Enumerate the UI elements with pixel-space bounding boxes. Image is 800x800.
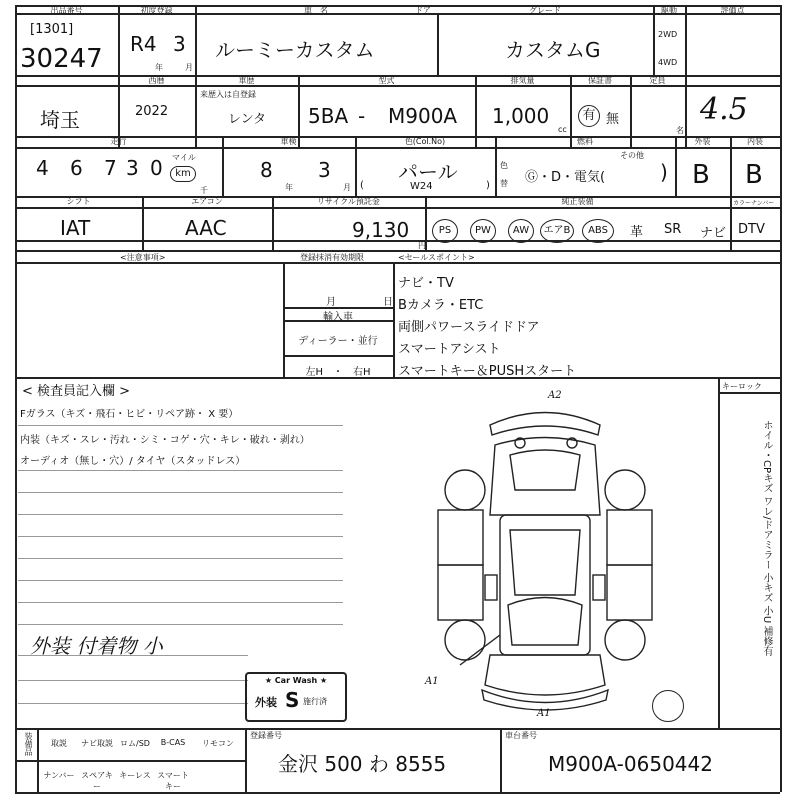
registration-number: 金沢 500 わ 8555 — [278, 752, 447, 776]
color-code-header: カラーナンバー — [733, 200, 775, 207]
fuel-other: その他 — [620, 151, 644, 160]
rear-window — [510, 450, 580, 490]
footer-item: 取説 — [51, 739, 67, 748]
color-header: 色(Col.No) — [404, 137, 446, 146]
notes-header: <注意事項> — [120, 253, 166, 262]
first-reg-header: 初度登録 — [140, 6, 173, 15]
doors-header: ドア — [415, 6, 431, 15]
drive-4wd: 4WD — [658, 58, 678, 67]
sales-point: スマートアシスト — [398, 342, 501, 357]
color-paren-open: ( — [360, 180, 364, 191]
carwash-stamp — [245, 672, 347, 722]
lot-no-header: 出品番号 — [50, 6, 83, 15]
sales-point: ナビ・TV — [398, 276, 454, 291]
inspector-line: 内装（キズ・スレ・汚れ・シミ・コゲ・穴・キレ・破れ・剥れ） — [20, 435, 310, 446]
reg-deadline-day: 日 — [383, 297, 393, 308]
capacity-unit: 名 — [676, 126, 684, 135]
footer-item: ナンバー — [43, 771, 75, 780]
inspector-header: < 検査員記入欄 > — [22, 384, 131, 399]
left-front-door — [438, 565, 483, 620]
year-value: 2022 — [135, 104, 169, 119]
color-name: パール — [398, 160, 458, 184]
equipment-item: 革 — [630, 225, 644, 240]
carwash-label: 外装 — [255, 696, 277, 709]
damage-label-a1-bottom: A1 — [537, 708, 551, 719]
shaken-month-unit: 月 — [343, 183, 351, 192]
shaken-month: 3 — [318, 158, 331, 182]
equipment-item: SR — [664, 222, 682, 237]
color-code: W24 — [410, 181, 433, 192]
door-handle — [593, 575, 605, 600]
aircon-header: エアコン — [191, 197, 223, 206]
shift-header: シフト — [66, 197, 91, 206]
fuel-options: Ⓖ・D・電気( — [525, 170, 606, 185]
right-front-door — [607, 565, 652, 620]
shift-value: IAT — [60, 216, 91, 240]
carwash-title: ★ Car Wash ★ — [264, 676, 328, 685]
model-code: M900A — [388, 104, 458, 128]
handwritten-note: 外装 付着物 小 — [30, 634, 163, 658]
wheel — [445, 620, 485, 660]
door-handle — [485, 575, 497, 600]
reg-number-label: 登録番号 — [250, 731, 282, 740]
footer-item: スペアキー — [81, 771, 113, 791]
footer-left-label: 装備品 — [24, 732, 33, 756]
mileage-digit: 6 — [70, 156, 83, 180]
car-name-header: 車 名 — [304, 6, 328, 15]
footer-item: リモコン — [202, 739, 234, 748]
displacement-header: 排気量 — [510, 76, 535, 85]
rear-body — [490, 438, 600, 516]
interior-header: 内装 — [747, 137, 763, 146]
wheel — [445, 470, 485, 510]
exterior-header: 外装 — [694, 137, 711, 146]
first-reg-era: R4 — [130, 32, 157, 56]
equipment-header: 純正装備 — [561, 197, 594, 206]
equipment-item: PW — [470, 219, 496, 243]
inspector-line: オーディオ（無し・穴）/ タイヤ（スタッドレス） — [20, 456, 246, 467]
warranty-yes: 有 — [578, 105, 600, 127]
month-unit: 月 — [185, 63, 193, 72]
recycle-header: リサイクル預託金 — [317, 197, 380, 206]
year-unit: 年 — [155, 63, 163, 72]
mileage-unit-mile: マイル — [172, 153, 196, 162]
equipment-item: AW — [508, 219, 534, 243]
displacement-value: 1,000 — [492, 104, 550, 128]
key-lock-header: キーロック — [722, 382, 762, 391]
score-header: 評価点 — [720, 6, 745, 15]
rear-bumper — [490, 413, 600, 436]
cabin — [500, 515, 590, 655]
interior-grade: B — [745, 160, 763, 190]
footer-item: ロム/SD — [120, 739, 150, 748]
lot-bracket: [1301] — [30, 22, 74, 37]
grade-value: カスタムG — [505, 38, 601, 62]
damage-label-a2: A2 — [548, 390, 562, 401]
mileage-digit: 3 — [126, 156, 139, 180]
dealer-parallel: ディーラー・並行 — [298, 336, 378, 347]
wheel — [605, 620, 645, 660]
steering-side: 左H ・ 右H — [305, 367, 371, 378]
score-value: 4.5 — [700, 92, 748, 127]
carwash-suffix: 施行済 — [303, 697, 327, 706]
car-name: ルーミーカスタム — [215, 38, 375, 62]
color-replace-label-2: 替 — [500, 179, 508, 188]
reg-deadline-header: 登録抹消有効期限 — [300, 253, 364, 262]
footer-item: ナビ取説 — [81, 739, 113, 748]
wheel — [605, 470, 645, 510]
roof — [510, 530, 580, 595]
sales-point: スマートキー＆PUSHスタート — [398, 364, 577, 379]
windshield — [508, 598, 582, 646]
hood — [485, 655, 605, 695]
equipment-item: ナビ — [700, 226, 727, 241]
recycle-value: 9,130 — [352, 218, 410, 242]
reg-deadline-month: 月 — [326, 297, 336, 308]
chassis-number: M900A-0650442 — [548, 752, 713, 776]
history-value: レンタ — [228, 112, 267, 127]
car-damage-diagram — [420, 395, 670, 715]
fuel-close: ) — [660, 160, 668, 184]
mileage-digit: 7 — [104, 156, 117, 180]
lot-number: 30247 — [20, 44, 103, 74]
spare-tire-circle — [652, 690, 684, 722]
shaken-year-unit: 年 — [285, 183, 293, 192]
mileage-digit: 0 — [150, 156, 163, 180]
region: 埼玉 — [40, 108, 80, 132]
recycle-unit: 円 — [418, 241, 426, 250]
sales-points-header: <セールスポイント> — [398, 253, 475, 262]
left-rear-door — [438, 510, 483, 565]
color-replace-label-1: 色 — [500, 161, 508, 170]
model-header: 型式 — [378, 76, 395, 85]
capacity-header: 定員 — [649, 76, 666, 85]
history-header: 車歴 — [238, 76, 255, 85]
warranty-header: 保証書 — [588, 76, 612, 85]
year-header: 西暦 — [148, 76, 165, 85]
model-dash: - — [358, 104, 366, 128]
sales-point: 両側パワースライドドア — [398, 320, 540, 335]
grade-header: グレード — [529, 6, 561, 15]
inspector-line: Fガラス（キズ・飛石・ヒビ・リペア跡・ X 要） — [20, 409, 239, 420]
footer-item: スマートキー — [157, 771, 189, 791]
front-bumper — [482, 690, 608, 710]
damage-mark — [460, 635, 500, 665]
right-rear-door — [607, 510, 652, 565]
equipment-item: PS — [432, 219, 458, 243]
footer-item: キーレス — [119, 771, 151, 780]
side-note: ホイル・CPキズ ワレ/ドアミラー 小キズ 小U 補修有 — [761, 420, 772, 657]
mileage-thousand: 千 — [200, 186, 208, 195]
model-prefix: 5BA — [308, 104, 349, 128]
history-note: 来歴入は自登録 — [200, 90, 256, 99]
sales-point: Bカメラ・ETC — [398, 298, 484, 313]
shaken-year: 8 — [260, 158, 273, 182]
fuel-header: 燃料 — [577, 137, 593, 146]
warranty-no: 無 — [606, 112, 620, 127]
footer-item: B-CAS — [160, 738, 186, 747]
exterior-grade: B — [692, 160, 710, 190]
equipment-item: DTV — [738, 222, 765, 237]
carwash-grade: S — [285, 688, 300, 712]
drive-header: 駆動 — [661, 6, 677, 15]
mileage-header: 走行 — [110, 137, 127, 146]
shaken-header: 車検 — [280, 137, 297, 146]
equipment-item: エアB — [540, 219, 574, 243]
displacement-unit: cc — [558, 125, 567, 134]
equipment-item: ABS — [582, 219, 614, 243]
import-label: 輸入車 — [323, 312, 353, 323]
mileage-digit: 4 — [36, 156, 49, 180]
first-reg-month: 3 — [173, 32, 186, 56]
aircon-value: AAC — [185, 216, 227, 240]
damage-label-a1-left: A1 — [425, 676, 439, 687]
color-paren-close: ) — [486, 180, 490, 191]
chassis-label: 車台番号 — [505, 731, 537, 740]
mileage-unit-km: km — [170, 166, 196, 182]
drive-2wd: 2WD — [658, 30, 678, 39]
